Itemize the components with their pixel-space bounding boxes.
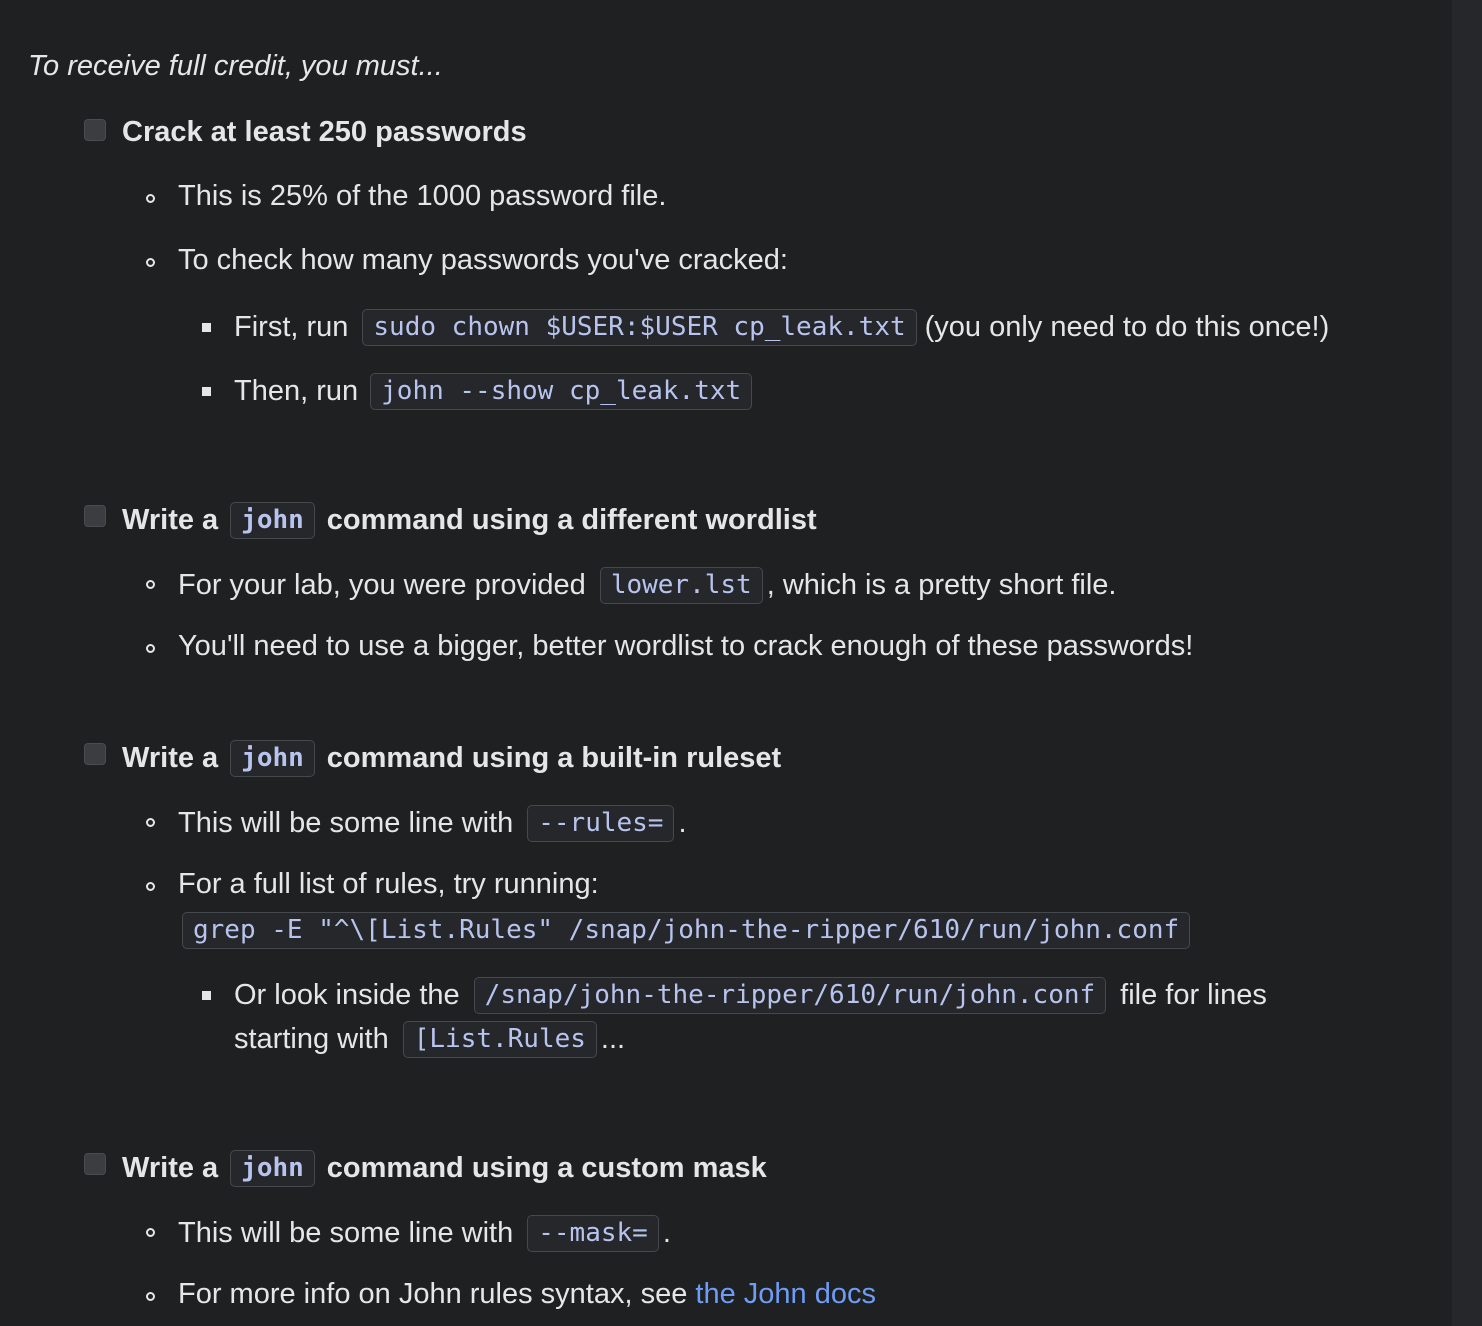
task-2-item-2: You'll need to use a bigger, better wordlist to crack enough of these passwords! bbox=[178, 630, 1194, 662]
task-4-checkbox[interactable] bbox=[84, 1153, 106, 1175]
task-1-title-text: Crack at least 250 passwords bbox=[122, 116, 527, 148]
bullet-circle-icon bbox=[146, 258, 155, 267]
task-1-item-2: To check how many passwords you've cracked: bbox=[178, 244, 788, 276]
task-2-title: Write a john command using a different wordlist bbox=[122, 502, 817, 539]
code-grep: grep -E "^\[List.Rules" /snap/john-the-ripper/610/run/john.conf bbox=[182, 912, 1190, 949]
bullet-circle-icon bbox=[146, 644, 155, 653]
code-john: john bbox=[230, 502, 315, 539]
bullet-square-icon bbox=[202, 991, 211, 1000]
task-1-checkbox[interactable] bbox=[84, 119, 106, 141]
code-chown: sudo chown $USER:$USER cp_leak.txt bbox=[362, 309, 916, 346]
code-john: john bbox=[230, 740, 315, 777]
task-3-item-3-line-2: starting with [List.Rules ... bbox=[234, 1021, 625, 1058]
task-1-item-4: Then, run john --show cp_leak.txt bbox=[234, 373, 760, 410]
bullet-circle-icon bbox=[146, 1228, 155, 1237]
bullet-circle-icon bbox=[146, 580, 155, 589]
task-1-item-3: First, run sudo chown $USER:$USER cp_leak.txt (you only need to do this once!) bbox=[234, 309, 1329, 346]
task-3-checkbox[interactable] bbox=[84, 743, 106, 765]
task-3-item-1: This will be some line with --rules= . bbox=[178, 805, 687, 842]
code-john: john bbox=[230, 1150, 315, 1187]
code-list-rules: [List.Rules bbox=[403, 1021, 597, 1058]
task-1-item-1: This is 25% of the 1000 password file. bbox=[178, 180, 667, 212]
task-2-checkbox[interactable] bbox=[84, 505, 106, 527]
task-3-title: Write a john command using a built-in ruleset bbox=[122, 740, 781, 777]
bullet-square-icon bbox=[202, 323, 211, 332]
scrollbar-gutter[interactable] bbox=[1452, 0, 1482, 1326]
bullet-circle-icon bbox=[146, 882, 155, 891]
code-lower-lst: lower.lst bbox=[600, 567, 763, 604]
bullet-circle-icon bbox=[146, 818, 155, 827]
task-2-item-1: For your lab, you were provided lower.lst , which is a pretty short file. bbox=[178, 567, 1116, 604]
bullet-circle-icon bbox=[146, 194, 155, 203]
task-4-item-2: For more info on John rules syntax, see the John docs bbox=[178, 1278, 876, 1310]
bullet-circle-icon bbox=[146, 1292, 155, 1301]
task-3-item-2: For a full list of rules, try running: bbox=[178, 868, 599, 900]
code-rules: --rules= bbox=[527, 805, 674, 842]
code-john-show: john --show cp_leak.txt bbox=[370, 373, 752, 410]
john-docs-link[interactable]: the John docs bbox=[695, 1278, 876, 1310]
task-4-title: Write a john command using a custom mask bbox=[122, 1150, 767, 1187]
task-1-title bbox=[122, 118, 527, 147]
task-3-item-3: Or look inside the /snap/john-the-ripper/610/run/john.conf file for lines bbox=[234, 977, 1267, 1014]
intro-text: To receive full credit, you must... bbox=[28, 50, 443, 82]
bullet-square-icon bbox=[202, 387, 211, 396]
task-4-item-1: This will be some line with --mask= . bbox=[178, 1215, 671, 1252]
task-3-item-2-code-line bbox=[174, 912, 1198, 949]
code-mask: --mask= bbox=[527, 1215, 659, 1252]
code-john-conf: /snap/john-the-ripper/610/run/john.conf bbox=[474, 977, 1106, 1014]
